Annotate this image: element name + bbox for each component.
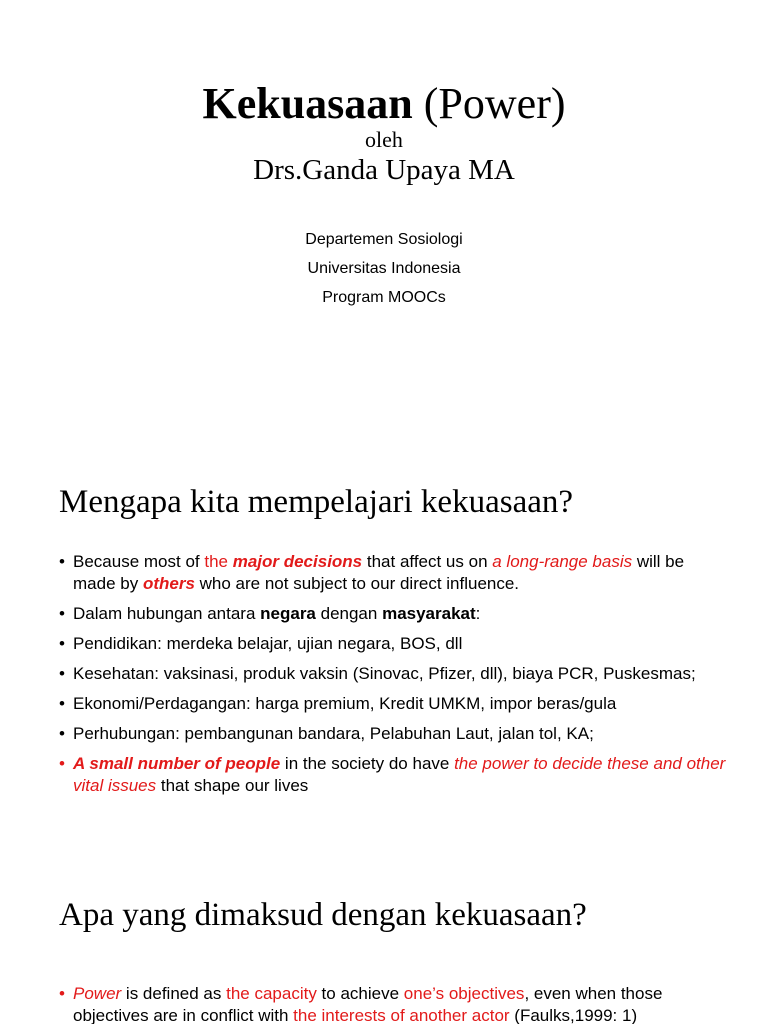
- text-run: Ekonomi/Perdagangan: harga premium, Kredit UMKM, impor beras/gula: [73, 694, 617, 713]
- text-run: to achieve: [316, 984, 404, 1003]
- text-run: Pendidikan: merdeka belajar, ujian negara, BOS, dll: [73, 634, 463, 653]
- list-item: [58, 663, 730, 685]
- emphasis-text: Power: [73, 984, 122, 1003]
- bullet-dot: •: [59, 694, 65, 713]
- title-bold: Kekuasaan: [202, 79, 413, 128]
- institution-line: Program MOOCs: [322, 289, 446, 306]
- text-run: Perhubungan: pembangunan bandara, Pelabuhan Laut, jalan tol, KA;: [73, 724, 594, 743]
- text-run: that affect us on: [362, 552, 493, 571]
- emphasis-text: the capacity: [226, 984, 317, 1003]
- emphasis-text: the power to decide these and other vital issues: [73, 754, 726, 795]
- institution-line: Universitas Indonesia: [307, 260, 461, 277]
- slide-why-study-power: [0, 440, 768, 865]
- emphasis-text: others: [142, 574, 195, 593]
- list-item: [58, 753, 730, 797]
- bullet-dot: •: [59, 634, 65, 653]
- emphasis-text: A small number of people: [73, 754, 281, 773]
- title-rest: (Power): [423, 79, 566, 128]
- text-run: the: [204, 552, 233, 571]
- list-item: [58, 723, 730, 745]
- emphasis-text: one’s objectives: [403, 984, 525, 1003]
- list-item: [58, 603, 730, 625]
- bullet-dot: •: [59, 754, 65, 773]
- byline-oleh: oleh: [365, 127, 403, 152]
- list-item: [58, 693, 730, 715]
- text-run: dengan: [315, 604, 383, 623]
- bold-text: negara: [260, 604, 316, 623]
- text-run: is defined as: [121, 984, 227, 1003]
- institution-line: Departemen Sosiologi: [305, 231, 463, 248]
- slide-title: [0, 76, 768, 132]
- text-run: that shape our lives: [156, 776, 309, 795]
- title-slide: [0, 0, 768, 440]
- text-run: , even when those objectives are in conflict with: [73, 984, 663, 1024]
- bullet-dot: •: [59, 724, 65, 743]
- text-run: Kesehatan: vaksinasi, produk vaksin (Sinovac, Pfizer, dll), biaya PCR, Puskesmas;: [73, 664, 696, 683]
- text-run: :: [475, 604, 481, 623]
- slide-heading: Mengapa kita mempelajari kekuasaan?: [59, 484, 574, 520]
- text-run: who are not subject to our direct influence.: [194, 574, 520, 593]
- slide-heading: Apa yang dimaksud dengan kekuasaan?: [59, 897, 587, 933]
- emphasis-text: the interests of another actor: [293, 1006, 510, 1024]
- text-run: in the society do have: [280, 754, 455, 773]
- text-run: Because most of: [73, 552, 205, 571]
- bullet-dot: •: [59, 604, 65, 623]
- text-run: Dalam hubungan antara: [73, 604, 261, 623]
- text-run: (Faulks,1999: 1): [509, 1006, 638, 1024]
- bullet-list: [58, 551, 730, 797]
- bold-text: masyarakat: [382, 604, 476, 623]
- emphasis-text: a long-range basis: [492, 552, 633, 571]
- author-name: Drs.Ganda Upaya MA: [253, 154, 515, 186]
- bullet-list: [58, 983, 730, 1024]
- text-run: will be made by: [73, 552, 685, 593]
- bullet-dot: •: [59, 984, 65, 1003]
- bullet-dot: •: [59, 552, 65, 571]
- slide-definition-of-power: [0, 865, 768, 1024]
- emphasis-text: major decisions: [232, 552, 363, 571]
- list-item: [58, 551, 730, 595]
- bullet-dot: •: [59, 664, 65, 683]
- list-item: [58, 633, 730, 655]
- list-item: [58, 983, 730, 1024]
